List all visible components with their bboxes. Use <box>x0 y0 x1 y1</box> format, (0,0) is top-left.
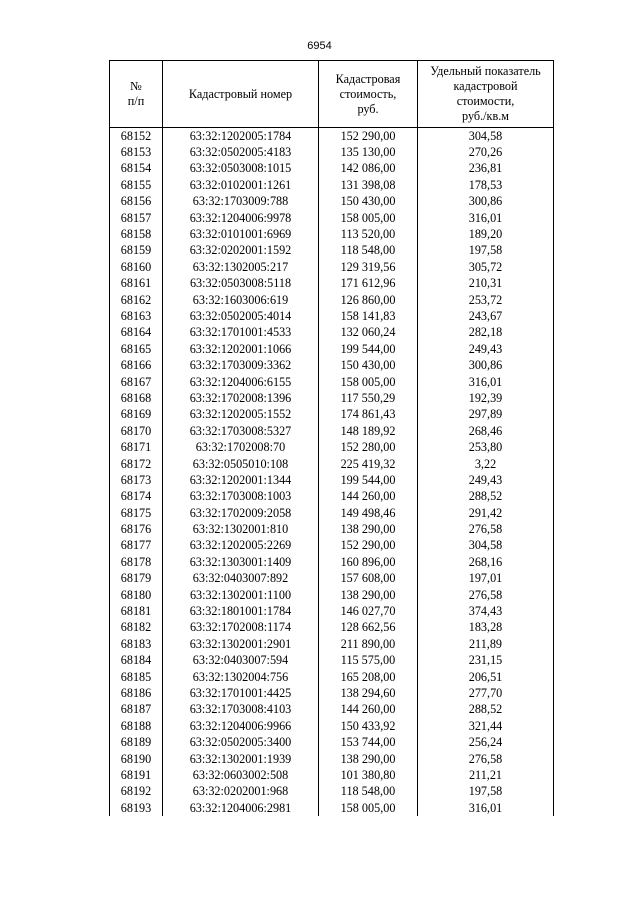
cadastral-number: 63:32:1703009:3362 <box>163 357 319 373</box>
cadastral-number: 63:32:1202005:1552 <box>163 407 319 423</box>
row-number: 68191 <box>110 767 163 783</box>
cadastral-number: 63:32:1603006:619 <box>163 292 319 308</box>
cadastral-number: 63:32:0403007:892 <box>163 571 319 587</box>
cadastral-cost: 129 319,56 <box>319 259 418 275</box>
row-number: 68192 <box>110 784 163 800</box>
cadastral-cost: 171 612,96 <box>319 276 418 292</box>
row-number: 68178 <box>110 554 163 570</box>
table-row <box>110 456 554 472</box>
specific-value: 288,52 <box>418 702 554 718</box>
header-specific-value <box>418 61 554 128</box>
cadastral-cost: 131 398,08 <box>319 177 418 193</box>
specific-value: 374,43 <box>418 603 554 619</box>
cadastral-number: 63:32:1702008:70 <box>163 439 319 455</box>
table-row <box>110 374 554 390</box>
table-row <box>110 702 554 718</box>
specific-value: 197,01 <box>418 571 554 587</box>
table-row <box>110 308 554 324</box>
cadastral-number: 63:32:0101001:6969 <box>163 226 319 242</box>
page-number: 6954 <box>307 40 332 52</box>
table-row <box>110 161 554 177</box>
cadastral-number: 63:32:1701001:4533 <box>163 325 319 341</box>
row-number: 68186 <box>110 685 163 701</box>
table-row <box>110 325 554 341</box>
header-row <box>110 61 554 128</box>
cadastral-number: 63:32:1204006:6155 <box>163 374 319 390</box>
specific-value: 276,58 <box>418 587 554 603</box>
specific-value: 297,89 <box>418 407 554 423</box>
table-row <box>110 259 554 275</box>
specific-value: 268,16 <box>418 554 554 570</box>
specific-value: 256,24 <box>418 734 554 750</box>
cadastral-number: 63:32:1701001:4425 <box>163 685 319 701</box>
cadastral-cost: 157 608,00 <box>319 571 418 587</box>
table-row <box>110 177 554 193</box>
cadastral-number: 63:32:1703008:4103 <box>163 702 319 718</box>
header-num-line: п/п <box>127 94 145 108</box>
header-cost-line: руб. <box>357 101 379 116</box>
table-row <box>110 194 554 210</box>
table-row <box>110 653 554 669</box>
header-cost <box>319 61 418 128</box>
specific-value: 211,21 <box>418 767 554 783</box>
specific-value: 268,46 <box>418 423 554 439</box>
row-number: 68181 <box>110 603 163 619</box>
cadastral-number: 63:32:1702008:1174 <box>163 620 319 636</box>
row-number: 68158 <box>110 226 163 242</box>
cadastral-cost: 211 890,00 <box>319 636 418 652</box>
row-number: 68157 <box>110 210 163 226</box>
row-number: 68159 <box>110 243 163 259</box>
specific-value: 304,58 <box>418 128 554 145</box>
specific-value: 316,01 <box>418 800 554 816</box>
table-row <box>110 439 554 455</box>
cadastral-number: 63:32:0503008:5118 <box>163 276 319 292</box>
header-specific-line: руб./кв.м <box>462 109 509 123</box>
cadastral-cost: 150 430,00 <box>319 357 418 373</box>
specific-value: 276,58 <box>418 751 554 767</box>
cadastral-number: 63:32:0503008:1015 <box>163 161 319 177</box>
table-row <box>110 767 554 783</box>
row-number: 68179 <box>110 571 163 587</box>
cadastral-cost: 149 498,46 <box>319 505 418 521</box>
header-specific-line: кадастровой <box>453 79 518 93</box>
cadastral-cost: 132 060,24 <box>319 325 418 341</box>
table-row <box>110 538 554 554</box>
cadastral-number: 63:32:1204006:2981 <box>163 800 319 816</box>
specific-value: 291,42 <box>418 505 554 521</box>
cadastral-number: 63:32:0502005:3400 <box>163 734 319 750</box>
table-row <box>110 407 554 423</box>
row-number: 68156 <box>110 194 163 210</box>
cadastral-number: 63:32:1202005:2269 <box>163 538 319 554</box>
cadastral-number: 63:32:1202001:1066 <box>163 341 319 357</box>
row-number: 68182 <box>110 620 163 636</box>
cadastral-cost: 115 575,00 <box>319 653 418 669</box>
row-number: 68168 <box>110 390 163 406</box>
cadastral-cost: 138 290,00 <box>319 521 418 537</box>
cadastral-cost: 158 141,83 <box>319 308 418 324</box>
row-number: 68193 <box>110 800 163 816</box>
cadastral-number: 63:32:0603002:508 <box>163 767 319 783</box>
row-number: 68183 <box>110 636 163 652</box>
row-number: 68166 <box>110 357 163 373</box>
cadastral-number: 63:32:1302005:217 <box>163 259 319 275</box>
cadastral-number: 63:32:0502005:4183 <box>163 144 319 160</box>
cadastral-cost: 128 662,56 <box>319 620 418 636</box>
cadastral-cost: 138 294,60 <box>319 685 418 701</box>
specific-value: 211,89 <box>418 636 554 652</box>
row-number: 68173 <box>110 472 163 488</box>
specific-value: 243,67 <box>418 308 554 324</box>
cadastral-number: 63:32:0202001:968 <box>163 784 319 800</box>
table-row <box>110 505 554 521</box>
cadastral-number: 63:32:1302001:810 <box>163 521 319 537</box>
row-number: 68171 <box>110 439 163 455</box>
table-row <box>110 734 554 750</box>
cadastral-cost: 117 550,29 <box>319 390 418 406</box>
header-specific-line: стоимости, <box>456 94 515 108</box>
table-row <box>110 226 554 242</box>
cadastral-number: 63:32:1703008:5327 <box>163 423 319 439</box>
cadastral-cost: 152 290,00 <box>319 128 418 145</box>
specific-value: 197,58 <box>418 243 554 259</box>
row-number: 68172 <box>110 456 163 472</box>
specific-value: 249,43 <box>418 341 554 357</box>
cadastral-cost: 148 189,92 <box>319 423 418 439</box>
row-number: 68154 <box>110 161 163 177</box>
table-row <box>110 587 554 603</box>
table-row <box>110 636 554 652</box>
row-number: 68188 <box>110 718 163 734</box>
cadastral-cost: 158 005,00 <box>319 374 418 390</box>
specific-value: 305,72 <box>418 259 554 275</box>
specific-value: 253,80 <box>418 439 554 455</box>
cadastral-number: 63:32:1703009:788 <box>163 194 319 210</box>
row-number: 68161 <box>110 276 163 292</box>
cadastral-number: 63:32:1204006:9966 <box>163 718 319 734</box>
table-body <box>110 128 554 817</box>
specific-value: 192,39 <box>418 390 554 406</box>
cadastral-cost: 158 005,00 <box>319 210 418 226</box>
row-number: 68152 <box>110 128 163 145</box>
cadastral-cost: 118 548,00 <box>319 243 418 259</box>
table-row <box>110 751 554 767</box>
cadastral-number: 63:32:0502005:4014 <box>163 308 319 324</box>
cadastral-cost: 113 520,00 <box>319 226 418 242</box>
specific-value: 231,15 <box>418 653 554 669</box>
cadastral-cost: 158 005,00 <box>319 800 418 816</box>
specific-value: 321,44 <box>418 718 554 734</box>
row-number: 68185 <box>110 669 163 685</box>
specific-value: 189,20 <box>418 226 554 242</box>
table-row <box>110 571 554 587</box>
cadastral-number: 63:32:1302001:1100 <box>163 587 319 603</box>
specific-value: 183,28 <box>418 620 554 636</box>
cadastral-number: 63:32:1302001:2901 <box>163 636 319 652</box>
row-number: 68177 <box>110 538 163 554</box>
table-row <box>110 800 554 816</box>
specific-value: 276,58 <box>418 521 554 537</box>
specific-value: 316,01 <box>418 374 554 390</box>
cadastral-cost: 165 208,00 <box>319 669 418 685</box>
table-row <box>110 784 554 800</box>
specific-value: 316,01 <box>418 210 554 226</box>
table-row <box>110 669 554 685</box>
row-number: 68187 <box>110 702 163 718</box>
cadastral-number: 63:32:1302004:756 <box>163 669 319 685</box>
specific-value: 288,52 <box>418 489 554 505</box>
table-row <box>110 472 554 488</box>
specific-value: 236,81 <box>418 161 554 177</box>
row-number: 68175 <box>110 505 163 521</box>
cadastral-cost: 135 130,00 <box>319 144 418 160</box>
cadastral-number: 63:32:1801001:1784 <box>163 603 319 619</box>
table-row <box>110 620 554 636</box>
specific-value: 178,53 <box>418 177 554 193</box>
header-cost-line: стоимость, <box>339 86 397 101</box>
cadastral-cost: 174 861,43 <box>319 407 418 423</box>
cadastral-cost: 152 280,00 <box>319 439 418 455</box>
cadastre-table <box>109 60 554 816</box>
row-number: 68155 <box>110 177 163 193</box>
cadastral-cost: 150 430,00 <box>319 194 418 210</box>
cadastral-cost: 146 027,70 <box>319 603 418 619</box>
table-row <box>110 718 554 734</box>
cadastral-number: 63:32:1703008:1003 <box>163 489 319 505</box>
cadastral-cost: 153 744,00 <box>319 734 418 750</box>
row-number: 68163 <box>110 308 163 324</box>
row-number: 68165 <box>110 341 163 357</box>
specific-value: 3,22 <box>418 456 554 472</box>
row-number: 68180 <box>110 587 163 603</box>
specific-value: 210,31 <box>418 276 554 292</box>
header-num-line: № <box>130 79 142 93</box>
header-num <box>110 61 163 128</box>
cadastral-number: 63:32:1702009:2058 <box>163 505 319 521</box>
cadastral-cost: 138 290,00 <box>319 751 418 767</box>
row-number: 68190 <box>110 751 163 767</box>
cadastral-cost: 199 544,00 <box>319 341 418 357</box>
table-row <box>110 489 554 505</box>
row-number: 68167 <box>110 374 163 390</box>
specific-value: 249,43 <box>418 472 554 488</box>
cadastral-cost: 138 290,00 <box>319 587 418 603</box>
table-row <box>110 144 554 160</box>
table-row <box>110 210 554 226</box>
cadastral-number: 63:32:0403007:594 <box>163 653 319 669</box>
specific-value: 300,86 <box>418 194 554 210</box>
table-row <box>110 423 554 439</box>
cadastral-cost: 199 544,00 <box>319 472 418 488</box>
cadastral-cost: 152 290,00 <box>319 538 418 554</box>
row-number: 68176 <box>110 521 163 537</box>
row-number: 68169 <box>110 407 163 423</box>
cadastral-cost: 150 433,92 <box>319 718 418 734</box>
cadastral-number: 63:32:1202001:1344 <box>163 472 319 488</box>
cadastral-cost: 101 380,80 <box>319 767 418 783</box>
specific-value: 277,70 <box>418 685 554 701</box>
table-row <box>110 521 554 537</box>
header-specific-line: Удельный показатель <box>430 64 541 78</box>
row-number: 68174 <box>110 489 163 505</box>
table-row <box>110 554 554 570</box>
cadastral-number: 63:32:0505010:108 <box>163 456 319 472</box>
table-row <box>110 243 554 259</box>
row-number: 68170 <box>110 423 163 439</box>
row-number: 68160 <box>110 259 163 275</box>
table-row <box>110 685 554 701</box>
table-row <box>110 341 554 357</box>
table-row <box>110 276 554 292</box>
header-cost-line: Кадастровая <box>335 71 401 86</box>
specific-value: 304,58 <box>418 538 554 554</box>
specific-value: 197,58 <box>418 784 554 800</box>
cadastral-number: 63:32:1202005:1784 <box>163 128 319 145</box>
specific-value: 282,18 <box>418 325 554 341</box>
cadastral-number: 63:32:1302001:1939 <box>163 751 319 767</box>
row-number: 68162 <box>110 292 163 308</box>
specific-value: 253,72 <box>418 292 554 308</box>
table-row <box>110 390 554 406</box>
cadastral-number: 63:32:1303001:1409 <box>163 554 319 570</box>
table-row <box>110 603 554 619</box>
row-number: 68164 <box>110 325 163 341</box>
row-number: 68189 <box>110 734 163 750</box>
cadastral-cost: 144 260,00 <box>319 702 418 718</box>
cadastral-cost: 142 086,00 <box>319 161 418 177</box>
cadastral-number: 63:32:1702008:1396 <box>163 390 319 406</box>
cadastral-cost: 118 548,00 <box>319 784 418 800</box>
cadastral-cost: 144 260,00 <box>319 489 418 505</box>
cadastral-cost: 126 860,00 <box>319 292 418 308</box>
cadastral-number: 63:32:0202001:1592 <box>163 243 319 259</box>
specific-value: 270,26 <box>418 144 554 160</box>
specific-value: 300,86 <box>418 357 554 373</box>
table-row <box>110 128 554 145</box>
cadastral-number: 63:32:0102001:1261 <box>163 177 319 193</box>
table-row <box>110 357 554 373</box>
specific-value: 206,51 <box>418 669 554 685</box>
cadastral-cost: 160 896,00 <box>319 554 418 570</box>
table-row <box>110 292 554 308</box>
cadastral-number: 63:32:1204006:9978 <box>163 210 319 226</box>
header-cadastral-number: Кадастровый номер <box>163 61 319 128</box>
row-number: 68184 <box>110 653 163 669</box>
row-number: 68153 <box>110 144 163 160</box>
cadastral-cost: 225 419,32 <box>319 456 418 472</box>
